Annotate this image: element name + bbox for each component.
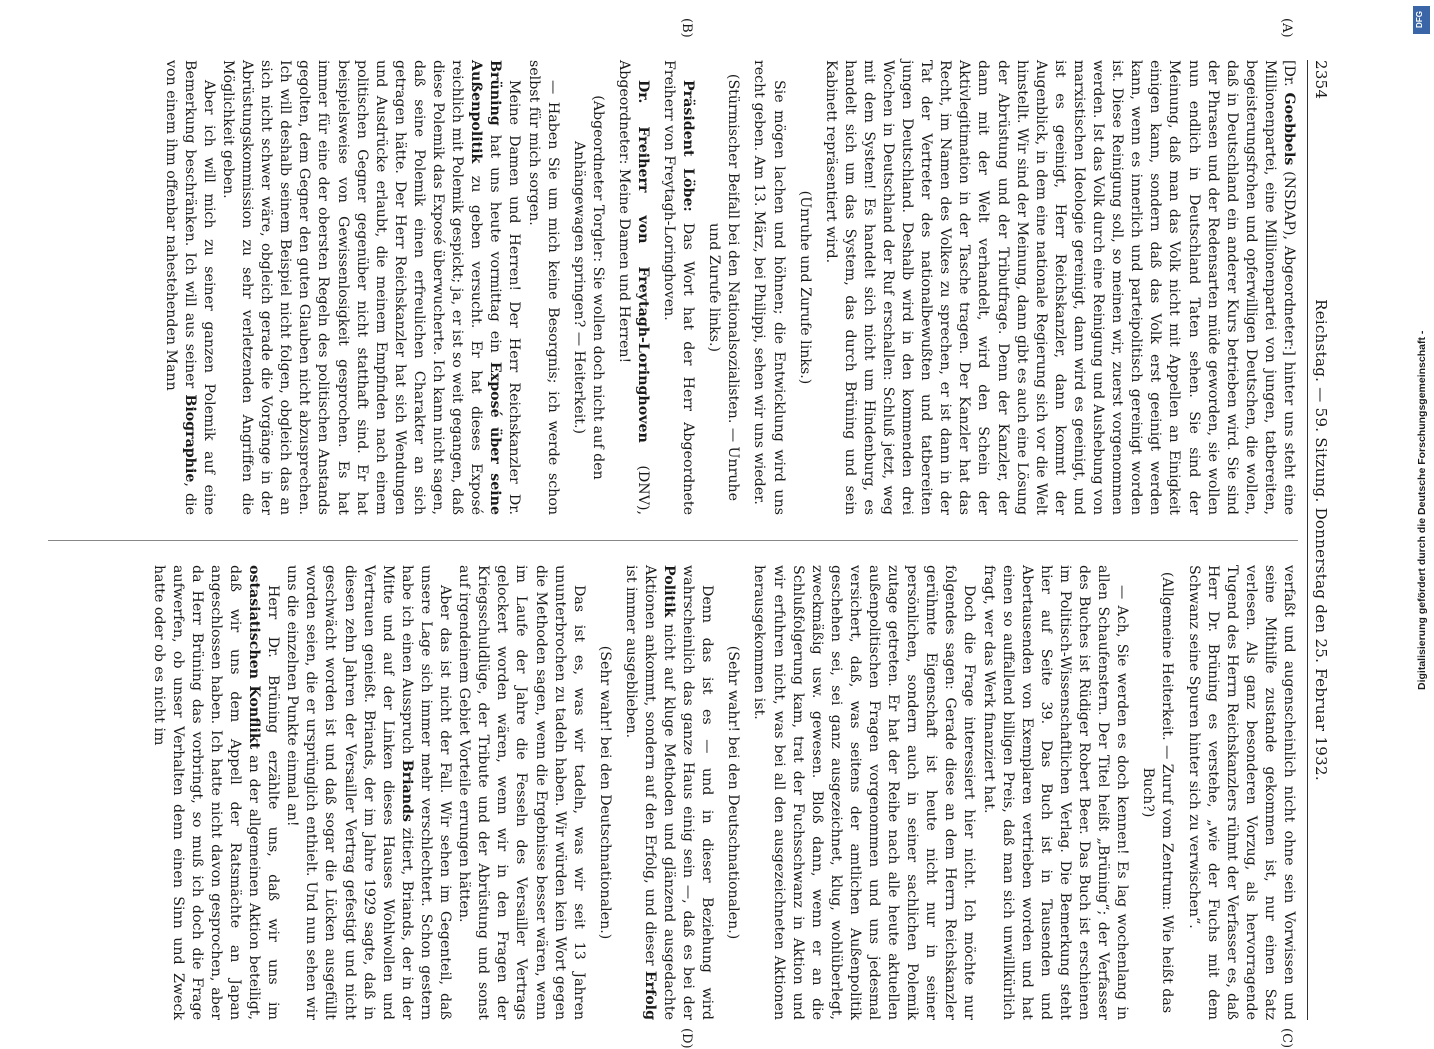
interjection: (Unruhe und Zurufe links.) bbox=[796, 190, 813, 385]
speaker-name: Goebbels bbox=[1281, 92, 1297, 166]
paragraph: — Haben Sie um mich keine Besorgnis; ich werde schon selbst für mich sorgen. bbox=[525, 60, 561, 515]
interjection: (Abgeordneter Torgler: Sie wollen doch nicht auf den Anhängewagen springen? — Heiterkeit.) bbox=[570, 95, 606, 480]
paragraph: Herr Dr. Brüning erzählte uns, daß wir uns im ostasiatischen Konflikt an der allgemeinen Aktion beteiligt, daß wir uns dem Appell der Ratsmächte an Japan angeschlossen haben. Ich hatte nicht davon gesprochen, aber da Herr Brüning das vorbringt, so muß ich doch die Frage aufwerfen, ob unser Verhalten denn einen Sinn und Zweck hatte oder ob es nicht im bbox=[150, 565, 282, 1020]
left-column bbox=[161, 60, 1298, 515]
margin-marker-d: (D) bbox=[679, 1028, 694, 1049]
page-title: Reichstag. — 59. Sitzung. Donnerstag den 25. Februar 1932. bbox=[1312, 299, 1330, 781]
margin-marker-c: (C) bbox=[1279, 1028, 1294, 1049]
paragraph: Dr. Freiherr von Freytagh-Loringhoven (DNV), Abgeordneter: Meine Damen und Herren! bbox=[615, 60, 651, 515]
page-number: 2354 bbox=[1312, 60, 1330, 100]
right-column bbox=[149, 565, 1298, 1020]
paragraph: Präsident Löbe: Das Wort hat der Herr Abgeordnete Freiherr von Freytagh-Loringhoven. bbox=[661, 60, 697, 515]
paragraph: — Ach, Sie werden es doch kennen! Es lag wochenlang in allen Schaufenstern. Der Titel heißt „Brüning“; der Verfasser des Buches ist Rüdiger Robert Beer. Das Buch ist erschienen im Politisch-Wissenschaftlichen Verlag. Die Bemerkung steht hier auf Seite 39. Das Buch ist in Tausenden und Abertausenden von Exemplaren vertrieben worden und hat einen so auffallend billigen Preis, daß man sich unwillkürlich fragt, wer das Werk finanziert hat. bbox=[980, 565, 1131, 1020]
interjection: (Allgemeine Heiterkeit. — Zuruf vom Zentrum: Wie heißt das Buch?) bbox=[1140, 571, 1176, 1014]
column-divider bbox=[48, 540, 1298, 541]
speaker-name: Dr. Freiherr von Freytagh-Loringhoven bbox=[635, 80, 651, 443]
paragraph: Aber ich will mich zu seiner ganzen Polemik auf eine Bemerkung beschränken. Ich will aus seiner Biographie, die von einem ihm offenbar nahestehenden Mann bbox=[162, 60, 217, 515]
paragraph: Das ist es, was wir tadeln, was wir seit 13 Jahren ununterbrochen zu tadeln haben. Wir würden kein Wort gegen die Methoden sagen, wenn die Ergebnisse besser wären, wenn im Laufe der Jahre die Fesseln des Versailler Vertrags gelockert worden wären, wenn wir in den Fragen der Kriegsschuldlüge, der Tribute und der Abrüstung und sonst auf irgendeinem Gebiet Vorteile errungen hätten. bbox=[456, 565, 587, 1020]
interjection: (Sehr wahr! bei den Deutschnationalen.) bbox=[725, 645, 742, 940]
margin-marker-a: (A) bbox=[1279, 18, 1294, 38]
document-page bbox=[44, 18, 1334, 1049]
digitization-credit: Digitalisierung gefördert durch die Deutsche Forschungsgemeinschaft - bbox=[1416, 330, 1428, 690]
paragraph: Meine Damen und Herren! Der Herr Reichskanzler Dr. Brüning hat uns heute vormittag ein Exposé über seine Außenpolitik zu geben versucht. Er hat dieses Exposé reichlich mit Polemik gespickt; ja, er ist so weit gegangen, daß diese Polemik das Exposé überwucherte. Ich kann nicht sagen, daß seine Polemik einen erfreulichen Charakter an sich getragen hätte. Der Herr Reichskanzler hat sich Wendungen und Ausdrücke erlaubt, die meinem Empfinden nach einem politischen Gegner gegenüber nicht statthaft sind. Er hat beispielsweise von Gewissenlosigkeit gesprochen. Es hat immer für eine der obersten Regeln des politischen Anstands gegolten, dem Gegner den guten Glauben nicht abzusprechen. Ich will deshalb seinem Beispiel nicht folgen, obgleich das an sich nicht schwer wäre, obgleich gerade die Vorgänge in der Abrüstungskommission zu sehr verletzenden Angriffen die Möglichkeit geben. bbox=[220, 60, 523, 516]
interjection: (Stürmischer Beifall bei den Nationalsozialisten. — Unruhe und Zurufe links.) bbox=[706, 73, 742, 502]
paragraph: Doch die Frage interessiert hier nicht. Ich möchte nur folgendes sagen: Gerade diese an dem Herrn Reichskanzler gerühmte Eigenschaft ist heute nicht nur in seiner persönlichen, sondern auch in seiner sachlichen Polemik zutage getreten. Er hat der Reihe nach alle heute aktuellen außenpolitischen Fragen vorgenommen und uns jedesmal versichert, daß, was seitens der amtlichen Außenpolitik geschehen sei, sei ganz ausgezeichnet, klug, wohlüberlegt, zweckmäßig usw. gewesen. Bloß dann, wenn er an die Schlußfolgerung kam, trat der Fuchsschwanz in Aktion und wir erfuhren nicht, was bei all den ausgezeichneten Aktionen herausgekommen ist. bbox=[751, 565, 978, 1020]
page-header bbox=[1307, 60, 1334, 1020]
margin-marker-b: (B) bbox=[679, 18, 694, 38]
paragraph: Aber das ist nicht der Fall. Wir sehen im Gegenteil, daß unsere Lage sich immer mehr verschlechtert. Schon gestern habe ich einen Ausspruch Briands zitiert, Briands, der in der Mitte und auf der Linken dieses Hauses Wohlwollen und Vertrauen genießt. Briands, der im Jahre 1929 sagte, daß in diesen zehn Jahren der Versailler Vertrag gefestigt und nicht geschwächt worden ist und daß sogar die Lücken ausgefüllt worden seien, die er ursprünglich enthielt. Und nun sehen wir uns die einzelnen Punkte einmal an! bbox=[284, 565, 454, 1020]
paragraph: verfaßt und augenscheinlich nicht ohne sein Vorwissen und seine Mithilfe zustande gekommen ist, nur einen Satz verlesen. Als ganz besonderen Vorzug, als hervorragende Tugend des Herrn Reichskanzlers rühmt der Verfasser es, daß Herr Dr. Brüning es verstehe, „wie der Fuchs mit dem Schwanz seine Spuren hinter sich zu verwischen“. bbox=[1185, 565, 1297, 1020]
paragraph: Denn das ist es — und in dieser Beziehung wird wahrscheinlich das ganze Haus einig sein —, daß es bei der Politik nicht auf kluge Methoden und glänzend ausgedachte Aktionen ankommt, sondern auf den Erfolg, und dieser Erfolg ist immer ausgeblieben. bbox=[622, 565, 716, 1020]
paragraph: [Dr. Goebbels (NSDAP), Abgeordneter:] hinter uns steht eine Millionenpartei, eine Millionenpartei von jungen, tatbereiten, begeisterungsfrohen und opferwilligen Deutschen, die wollen, daß in Deutschland ein anderer Kurs betrieben wird. Sie sind der Phrasen und der Redensarten müde geworden, sie wollen nun endlich in Deutschland Taten sehen. Sie sind der Meinung, daß man das Volk nicht mit Appellen an Einigkeit einigen kann, sondern daß das Volk erst geeinigt werden kann, wenn es innerlich und parteipolitisch gereinigt worden ist. Diese Reinigung soll, so meinen wir, zuerst vorgenommen werden. Ist das Volk durch eine Reinigung und Aushebung von marxistischen Ideologie gereinigt, dann wird es geeinigt, und ist es geeinigt, Herr Reichskanzler, dann kommt der Augenblick, in dem eine nationale Regierung sich vor die Welt hinstellt. Wir sind der Meinung, dann gibt es auch eine Lösung der Abrüstung und der Tributfrage. Denn der Kanzler, der dann mit der Welt verhandelt, wird den Schein der Aktivlegitimation in der Tasche tragen. Der Kanzler hat das Recht, im Namen des Volkes zu sprechen, er ist dann in der Tat der Vertreter des nationalbewußten und tatbereiten jungen Deutschland. Deshalb wird in den kommenden drei Wochen in Deutschland der Ruf erschallen: Schluß jetzt, weg mit dem System! Es handelt sich nicht um Hindenburg, es handelt sich um das System, das durch Brüning und sein Kabinett repräsentiert wird. bbox=[822, 60, 1297, 515]
paragraph: Sie mögen lachen und höhnen; die Entwicklung wird uns recht geben. Am 13. März, bei Philippi, sehen wir uns wieder. bbox=[751, 60, 787, 515]
dfg-logo: DFG bbox=[1413, 6, 1430, 34]
speaker-name: Präsident Löbe: bbox=[680, 80, 697, 212]
digitization-sidebar bbox=[1412, 0, 1432, 1000]
interjection: (Sehr wahr! bei den Deutschnationalen.) bbox=[596, 645, 613, 940]
